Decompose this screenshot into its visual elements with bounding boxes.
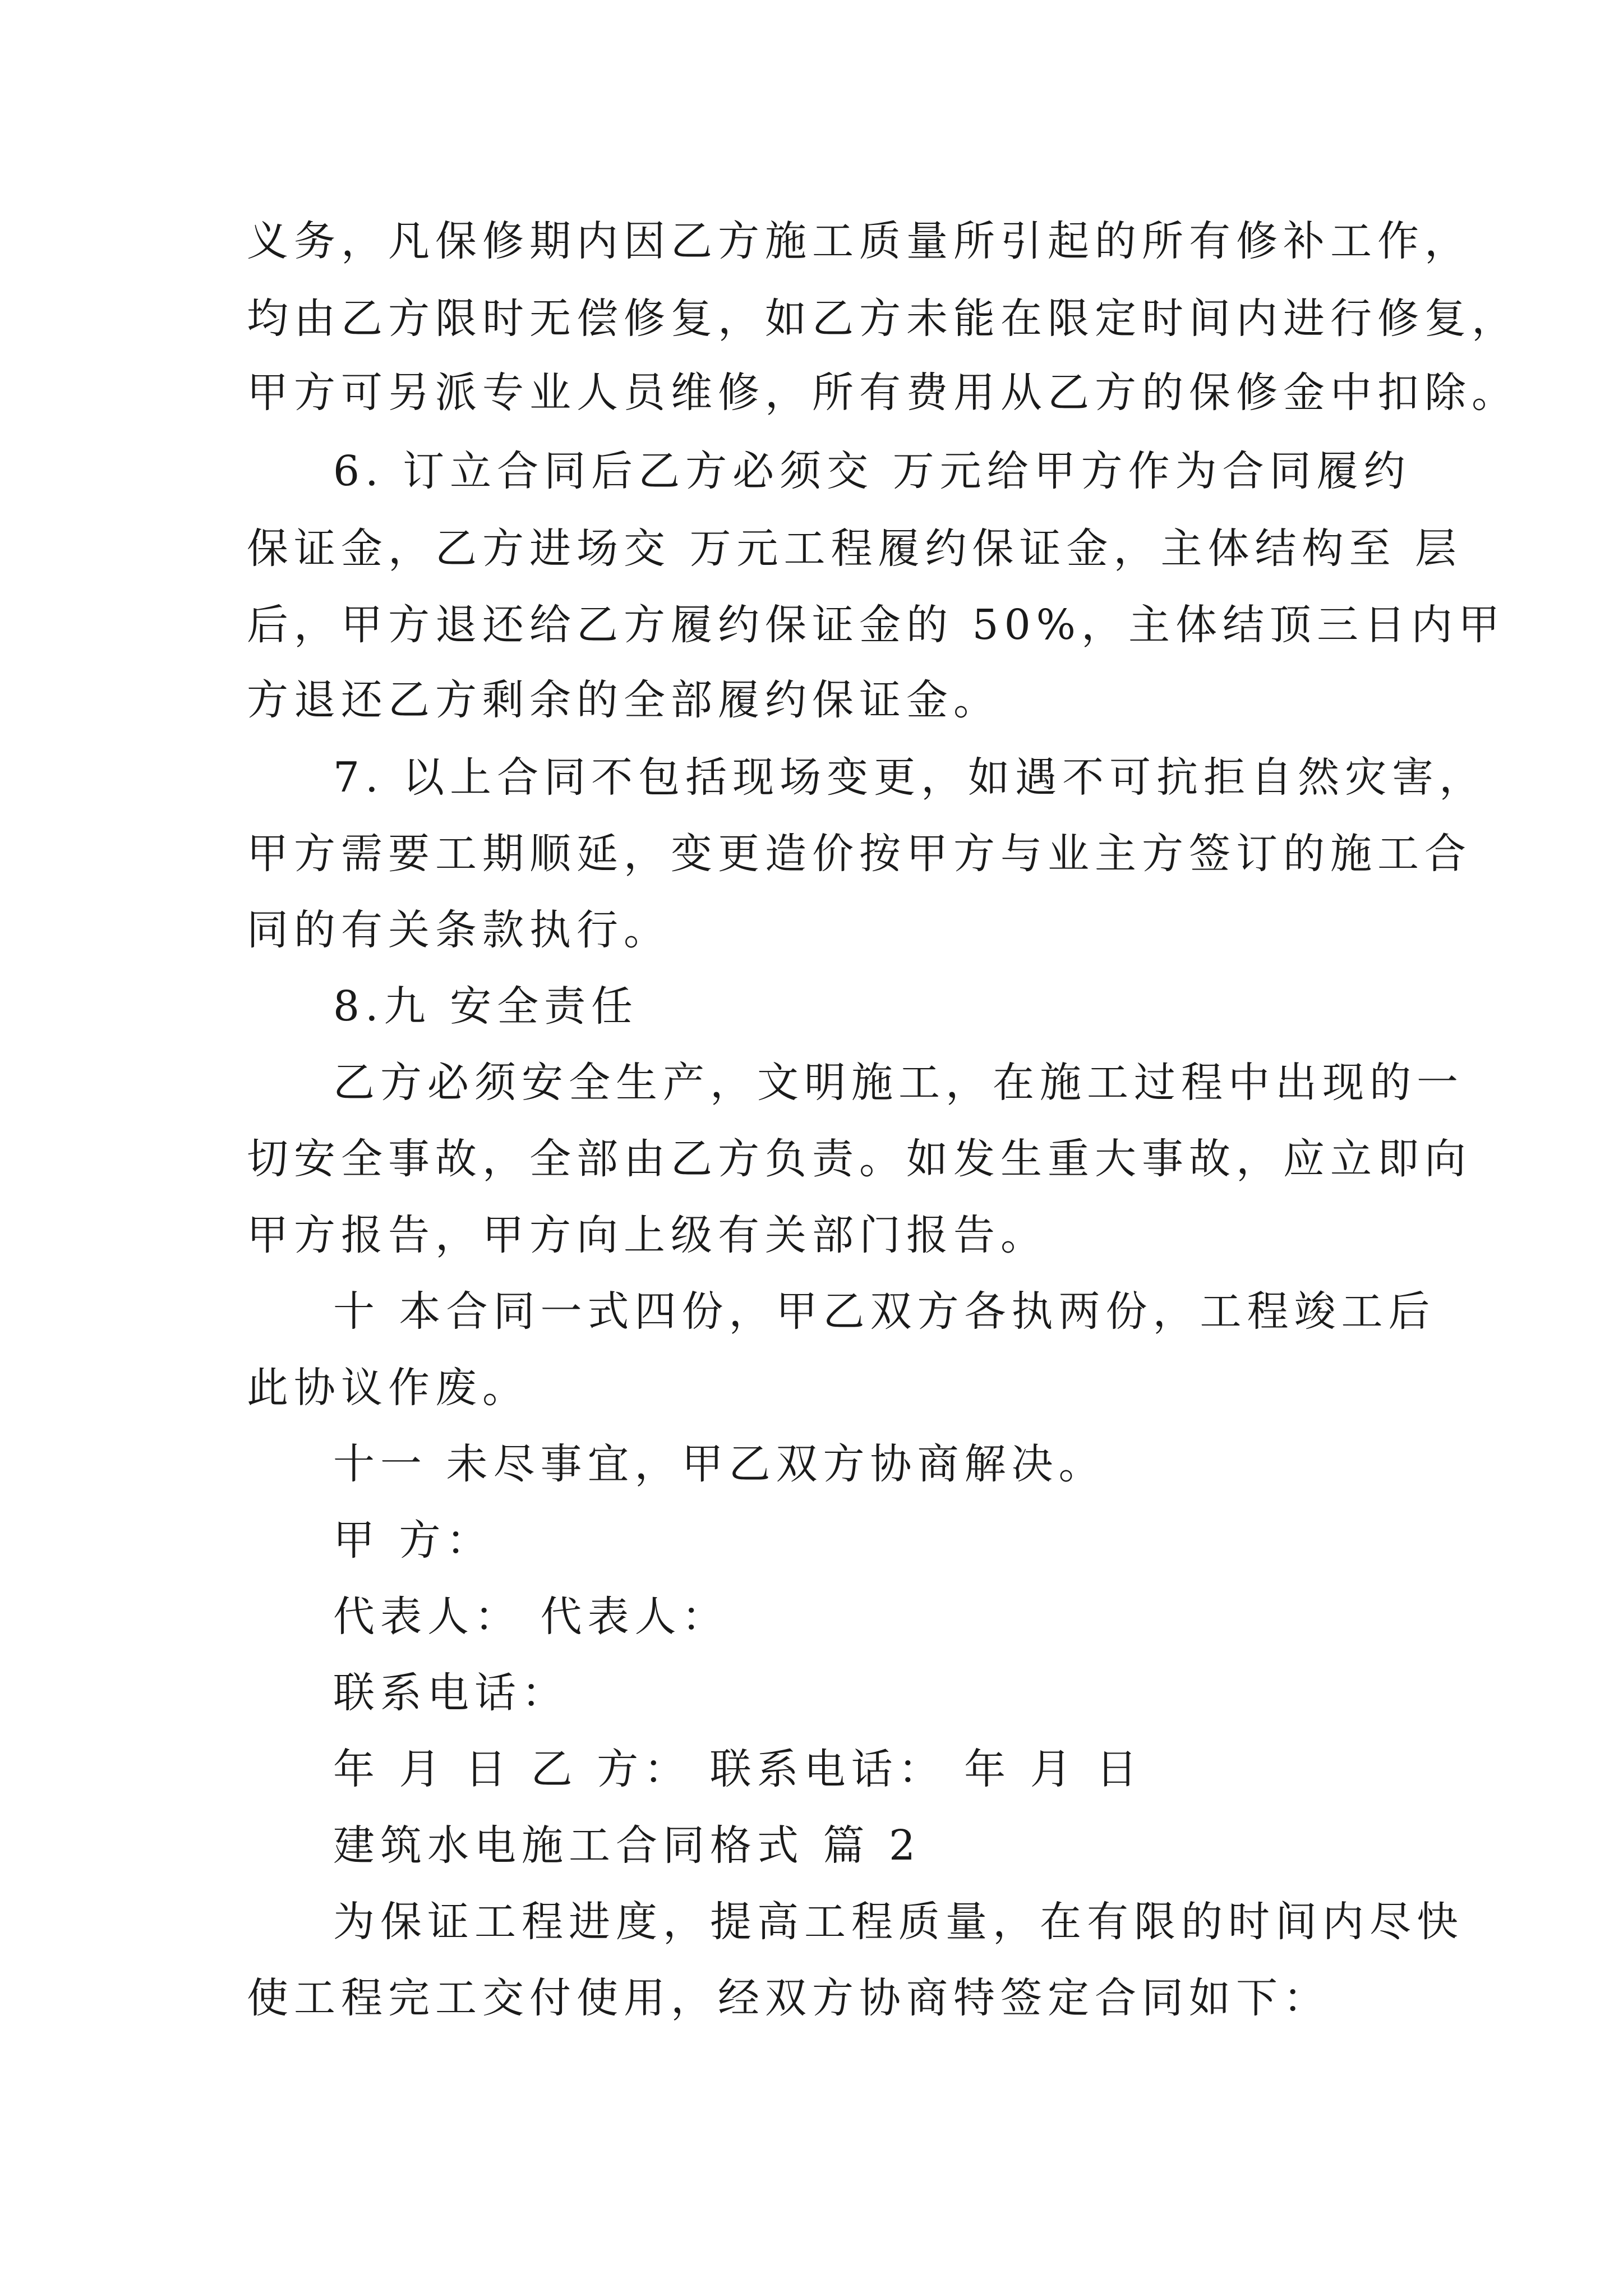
text-line-4: 6. 订立合同后乙方必须交 万元给甲方作为合同履约: [333, 447, 1411, 495]
representative-labels: 代表人： 代表人：: [333, 1593, 729, 1641]
text-line-2: 均由乙方限时无偿修复，如乙方未能在限定时间内进行修复，: [247, 295, 1519, 343]
text-line-9: 甲方需要工期顺延，变更造价按甲方与业主方签订的施工合: [247, 830, 1472, 878]
text-line-14: 甲方报告，甲方向上级有关部门报告。: [247, 1211, 1048, 1259]
text-line-3: 甲方可另派专业人员维修，所有费用从乙方的保修金中扣除。: [247, 369, 1519, 417]
text-line-8: 7. 以上合同不包括现场变更，如遇不可抗拒自然灾害，: [333, 753, 1487, 802]
section-title-part-2: 建筑水电施工合同格式 篇 2: [333, 1821, 921, 1870]
text-line-10: 同的有关条款执行。: [247, 906, 671, 954]
text-line-15: 十 本合同一式四份，甲乙双方各执两份，工程竣工后: [333, 1287, 1436, 1336]
text-line-12: 乙方必须安全生产，文明施工，在施工过程中出现的一: [333, 1059, 1464, 1107]
section-heading-safety: 8.九 安全责任: [333, 982, 639, 1030]
text-line-7: 方退还乙方剩余的全部履约保证金。: [247, 676, 1000, 724]
text-line-13: 切安全事故，全部由乙方负责。如发生重大事故，应立即向: [247, 1135, 1472, 1183]
signature-date-line: 年 月 日 乙 方： 联系电话： 年 月 日: [333, 1745, 1144, 1793]
text-line-24: 使工程完工交付使用，经双方协商特签定合同如下：: [247, 1974, 1330, 2022]
text-line-1: 义务，凡保修期内因乙方施工质量所引起的所有修补工作，: [247, 217, 1472, 265]
text-line-23: 为保证工程进度，提高工程质量，在有限的时间内尽快: [333, 1898, 1464, 1946]
text-line-16: 此协议作废。: [247, 1364, 529, 1412]
text-line-17: 十一 未尽事宜，甲乙双方协商解决。: [333, 1440, 1106, 1488]
text-line-5: 保证金，乙方进场交 万元工程履约保证金，主体结构至 层: [247, 524, 1463, 573]
contact-phone-label: 联系电话：: [333, 1669, 569, 1717]
text-line-6: 后，甲方退还给乙方履约保证金的 50%，主体结顶三日内甲: [247, 601, 1505, 649]
party-a-label: 甲 方：: [333, 1516, 494, 1565]
